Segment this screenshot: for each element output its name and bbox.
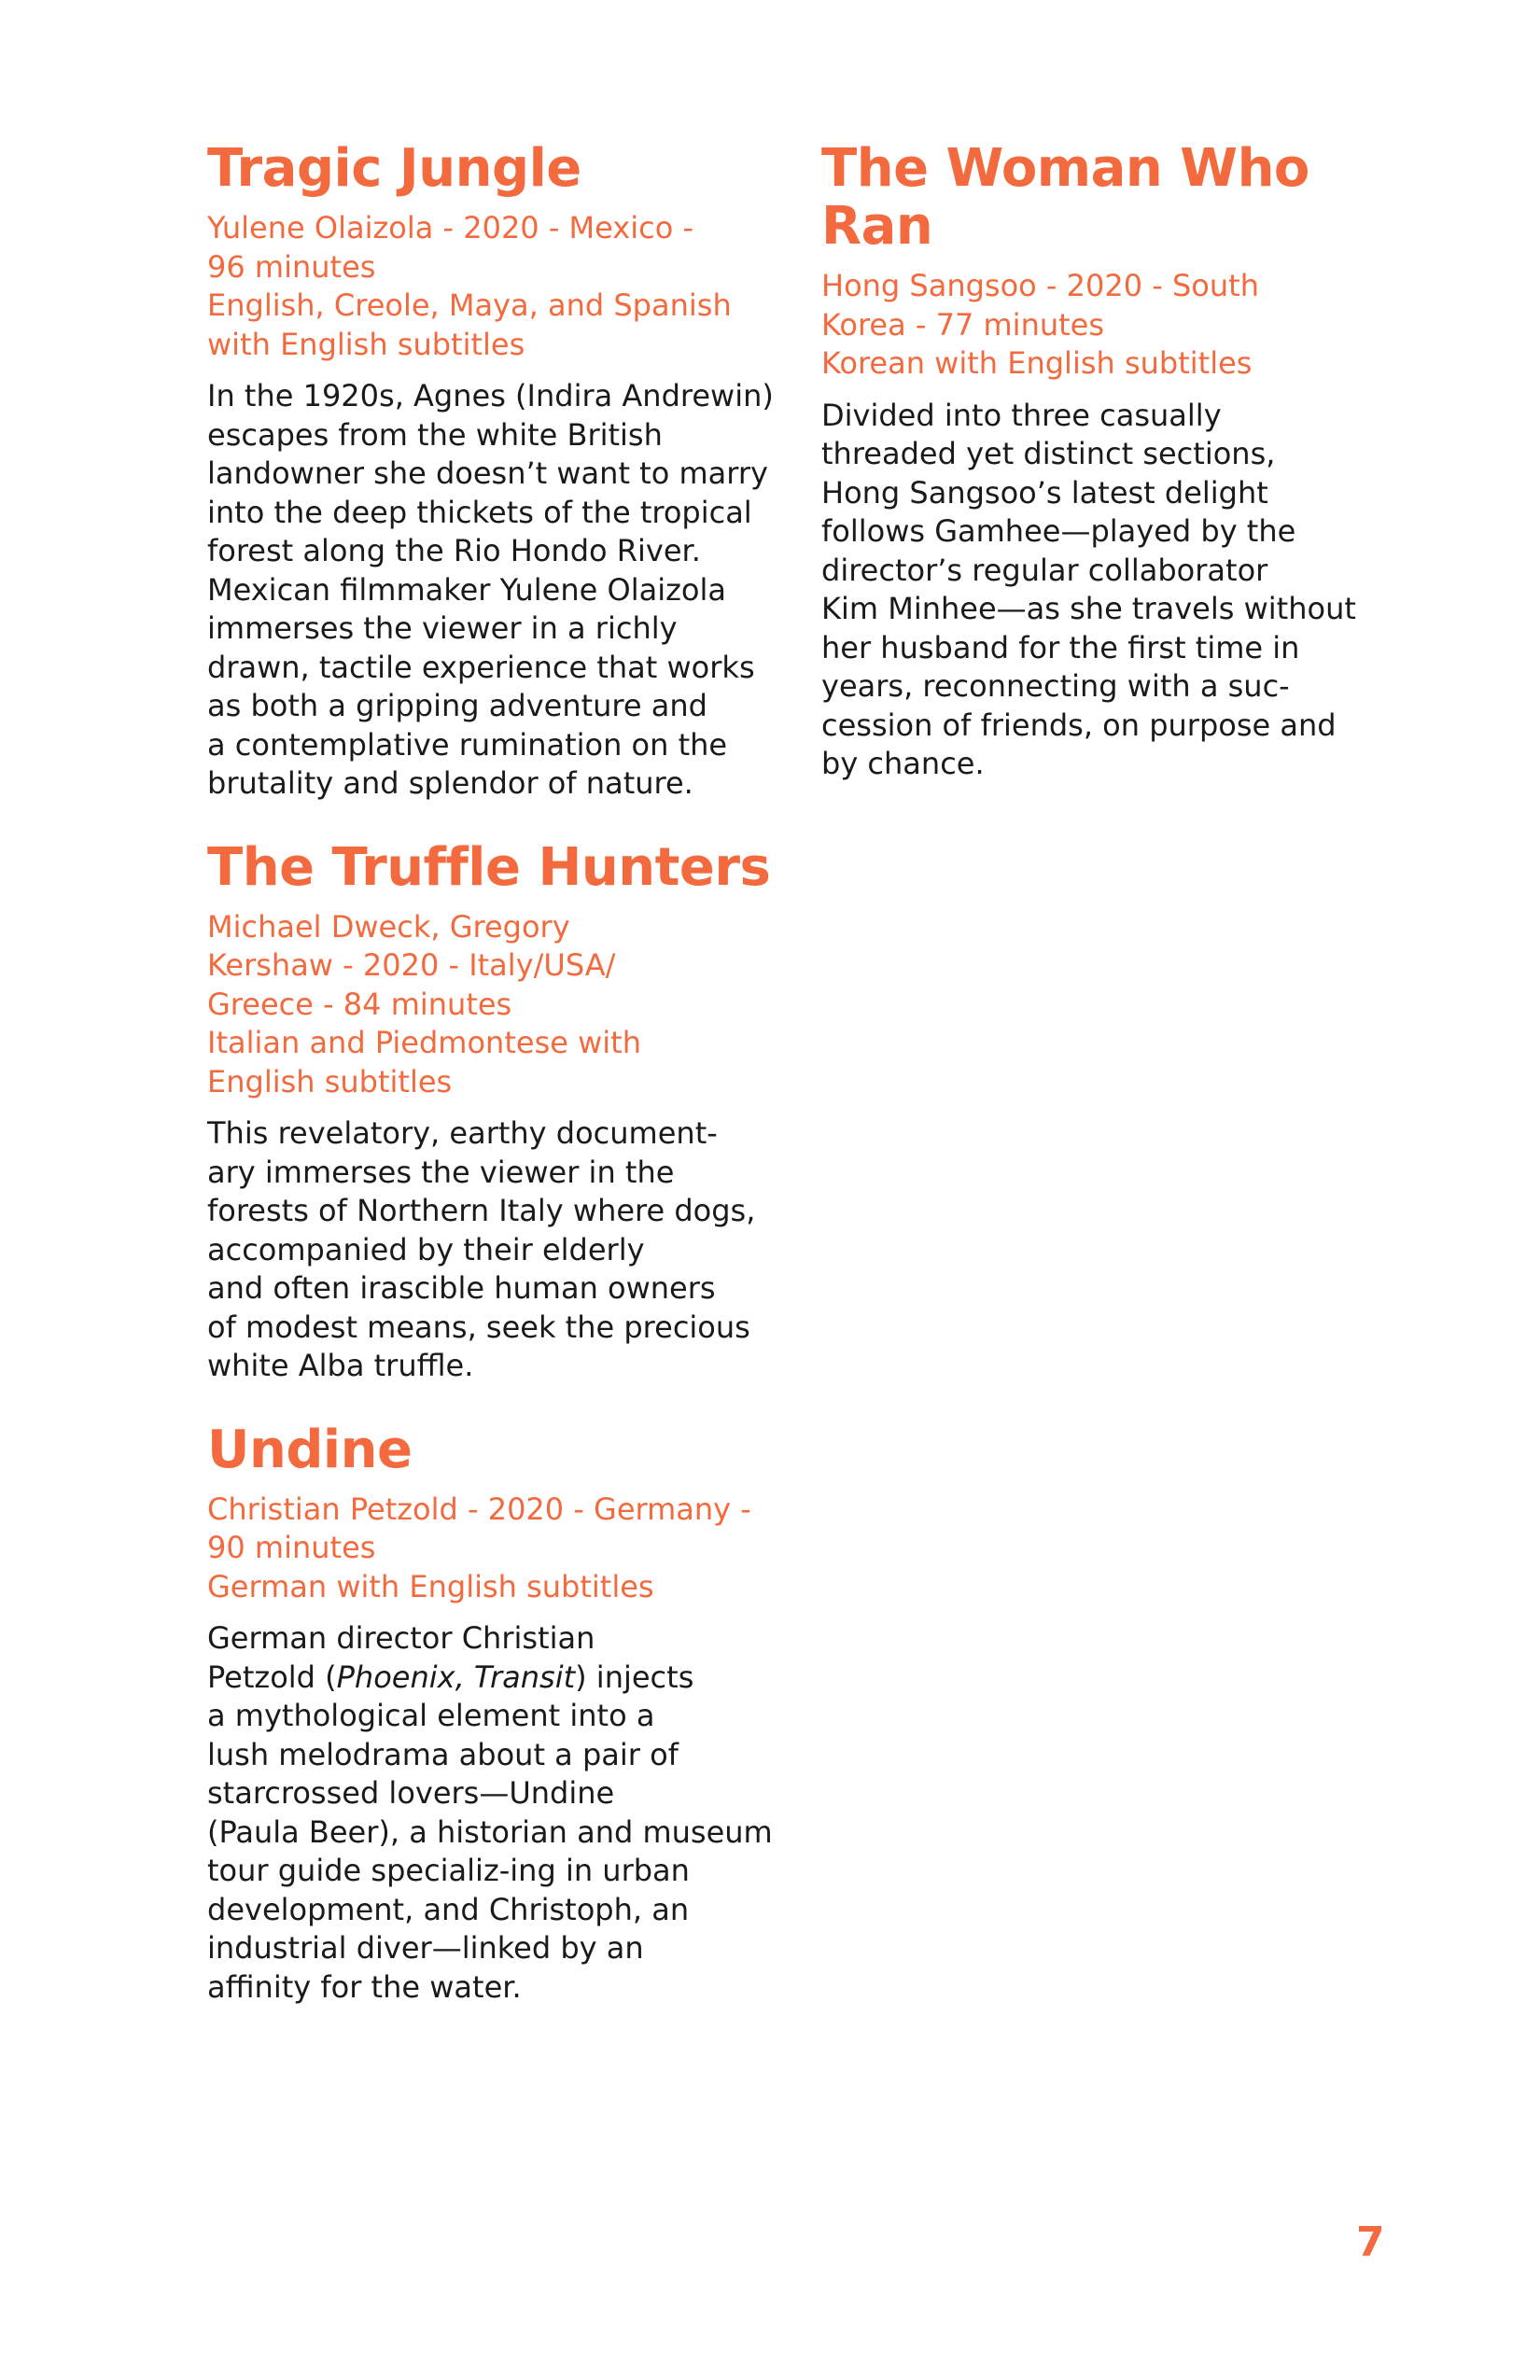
description-line: development, and Christoph, an (207, 1891, 690, 1927)
film-meta-line: with English subtitles (207, 326, 525, 362)
description-line: by chance. (821, 746, 985, 781)
description-line: German director Christian (207, 1620, 595, 1656)
film-entry-truffle-hunters (207, 836, 786, 1386)
description-line: Divided into three casually (821, 397, 1222, 433)
right-column (821, 140, 1400, 819)
film-description (207, 377, 786, 804)
description-line: and often irascible human owners (207, 1270, 716, 1306)
description-line: Mexican filmmaker Yulene Olaizola (207, 571, 726, 608)
description-line: immerses the viewer in a richly (207, 610, 678, 646)
film-title: The Truffle Hunters (207, 836, 771, 898)
film-meta-line: English, Creole, Maya, and Spanish (207, 287, 732, 323)
description-line: director’s regular collaborator (821, 552, 1268, 588)
description-line: as both a gripping adventure and (207, 688, 707, 723)
film-description (207, 1114, 786, 1386)
description-line: ary immerses the viewer in the (207, 1154, 675, 1190)
description-line: threaded yet distinct sections, (821, 436, 1276, 471)
film-title (821, 140, 1400, 256)
film-meta-line: Italian and Piedmontese with (207, 1025, 641, 1060)
film-title: Tragic Jungle (207, 138, 581, 199)
description-line (207, 1659, 786, 1698)
description-line: affinity for the water. (207, 1968, 522, 2005)
film-description (207, 1619, 786, 2007)
film-meta (207, 908, 786, 1102)
description-line: forest along the Rio Hondo River. (207, 533, 701, 568)
film-references: Phoenix, Transit (336, 1659, 576, 1695)
description-line: a contemplative rumination on the (207, 726, 728, 763)
film-meta-line: Christian Petzold - 2020 - Germany - (207, 1491, 751, 1527)
description-line: industrial diver—linked by an (207, 1930, 644, 1966)
description-line: escapes from the white British (207, 416, 663, 453)
description-line: a mythological element into a (207, 1698, 655, 1733)
description-line: starcrossed lovers—Undine (207, 1775, 615, 1811)
film-meta-line: Hong Sangsoo - 2020 - South (821, 268, 1259, 303)
film-title-line: Ran (821, 196, 933, 257)
film-meta-line: Kershaw - 2020 - Italy/USA/ (207, 947, 616, 983)
film-title-line: The Woman Who (821, 138, 1309, 199)
description-line: landowner she doesn’t want to marry (207, 455, 768, 491)
description-line: tour guide specializ-ing in urban (207, 1853, 690, 1888)
film-meta-line: Korea - 77 minutes (821, 306, 1105, 343)
film-title: Undine (207, 1419, 413, 1480)
description-text: ) injects (575, 1659, 694, 1695)
description-line: follows Gamhee—played by the (821, 513, 1296, 549)
description-line: into the deep thickets of the tropical (207, 494, 752, 530)
description-line: drawn, tactile experience that works (207, 649, 755, 685)
film-entry-woman-who-ran (821, 140, 1400, 784)
film-meta (207, 209, 786, 364)
film-meta-line: English subtitles (207, 1063, 453, 1099)
description-line: accompanied by their elderly (207, 1231, 645, 1267)
description-line: cession of friends, on purpose and (821, 707, 1337, 743)
film-description (821, 397, 1400, 784)
description-line: forests of Northern Italy where dogs, (207, 1193, 756, 1228)
description-line: This revelatory, earthy document- (207, 1115, 718, 1151)
film-meta-line: Yulene Olaizola - 2020 - Mexico - (207, 210, 693, 245)
description-line: In the 1920s, Agnes (Indira Andrewin) (207, 378, 774, 413)
description-line: of modest means, seek the precious (207, 1309, 750, 1345)
film-meta (821, 267, 1400, 384)
description-line: white Alba truffle. (207, 1348, 474, 1383)
film-meta-line: 96 minutes (207, 248, 376, 285)
description-line: her husband for the first time in (821, 629, 1300, 665)
film-meta (207, 1491, 786, 1607)
film-meta-line: Michael Dweck, Gregory (207, 908, 570, 945)
description-line: Hong Sangsoo’s latest delight (821, 474, 1268, 511)
left-column (207, 140, 786, 2042)
description-line: brutality and splendor of nature. (207, 765, 693, 801)
film-meta-line: 90 minutes (207, 1530, 376, 1565)
page-number: 7 (1356, 2219, 1385, 2266)
description-line: (Paula Beer), a historian and museum (207, 1813, 773, 1850)
film-entry-undine (207, 1421, 786, 2008)
film-meta-line: Korean with English subtitles (821, 345, 1253, 381)
film-meta-line: German with English subtitles (207, 1568, 654, 1604)
description-line: Kim Minhee—as she travels without (821, 591, 1356, 626)
film-entry-tragic-jungle (207, 140, 786, 804)
description-line: years, reconnecting with a suc- (821, 668, 1290, 704)
description-text: Petzold ( (207, 1659, 337, 1695)
description-line: lush melodrama about a pair of (207, 1736, 679, 1772)
film-meta-line: Greece - 84 minutes (207, 986, 512, 1022)
